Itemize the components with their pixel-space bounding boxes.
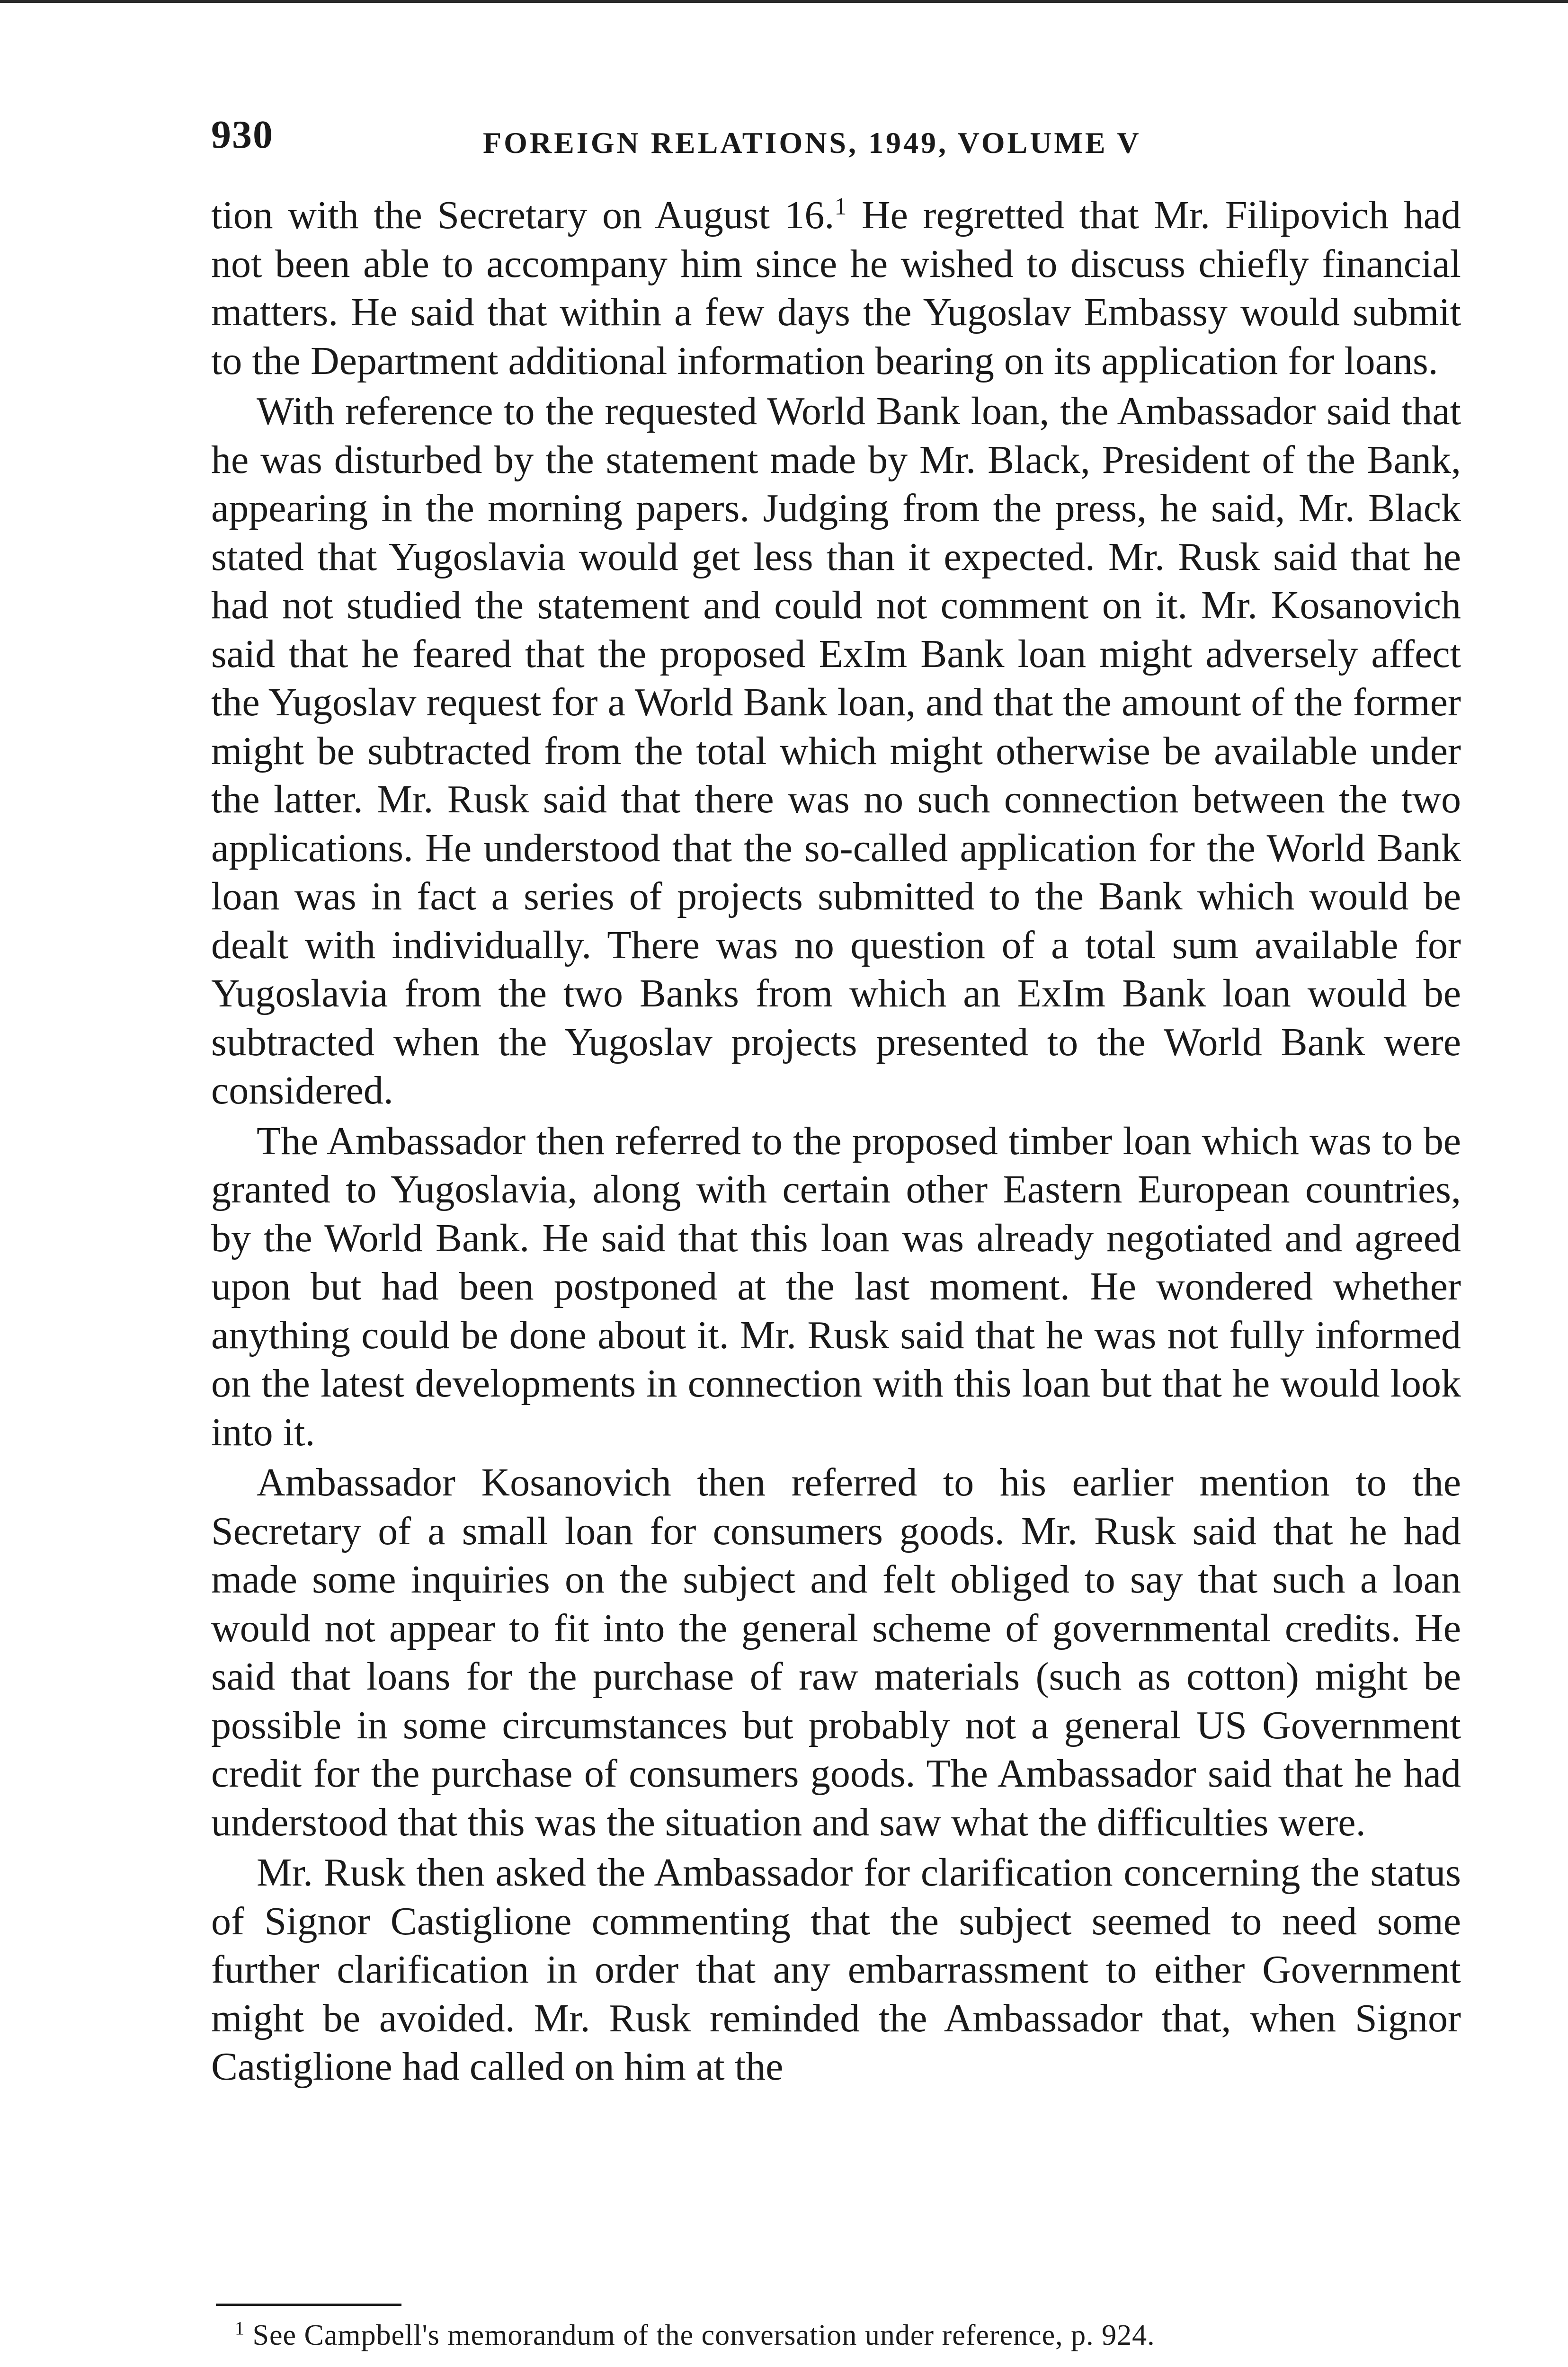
page-header xyxy=(211,109,1470,170)
paragraph-3: The Ambassador then referred to the proposed timber loan which was to be granted to Yugoslavia, along with certain other Eastern European countries, by the World Bank. He said that this loan was already negotiated and agreed upon but had been postponed at the last moment. He wondered whether anything could be done about it. Mr. Rusk said that he was not fully informed on the latest developments in connection with this loan but that he would look into it. xyxy=(211,1119,1461,1454)
footnote-text: See Campbell's memorandum of the conversation under reference, p. 924. xyxy=(252,2319,1155,2351)
footnote-mark: 1 xyxy=(235,2317,245,2339)
paragraph-5: Mr. Rusk then asked the Ambassador for clarification concerning the status of Signor Castiglione commenting that the subject seemed to need some further clarification in order that any embarrassment to either Government might be avoided. Mr. Rusk reminded the Ambassador that, when Signor Castiglione had called on him at the xyxy=(211,1851,1461,2089)
paragraph-1 xyxy=(211,191,1461,385)
running-head: FOREIGN RELATIONS, 1949, VOLUME V xyxy=(483,126,1141,160)
scan-top-edge xyxy=(0,0,1568,3)
footnote-divider xyxy=(216,2304,401,2306)
paragraph-1-rest: He regretted that Mr. Filipovich had not been able to accompany him since he wished to discuss chiefly financial matters. He said that within a few days the Yugoslav Embassy would submit to the Department additional information bearing on its application for loans. xyxy=(211,193,1461,383)
paragraph-4: Ambassador Kosanovich then referred to his earlier mention to the Secretary of a small loan for consumers goods. Mr. Rusk said that he had made some inquiries on the subject and felt obliged to say that such a loan would not appear to fit into the general scheme of governmental credits. He said that loans for the purchase of raw materials (such as cotton) might be possible in some circumstances but probably not a general US Government credit for the purchase of consumers goods. The Ambassador said that he had understood that this was the situation and saw what the difficulties were. xyxy=(211,1460,1461,1844)
paragraph-1-start: tion with the Secretary on August 16. xyxy=(211,193,835,237)
page-number: 930 xyxy=(211,113,274,157)
paragraph-2: With reference to the requested World Bank loan, the Ambassador said that he was disturbed by the statement made by Mr. Black, President of the Bank, appearing in the morning papers. Judging from the press, he said, Mr. Black stated that Yugoslavia would get less than it expected. Mr. Rusk said that he had not studied the statement and could not comment on it. Mr. Kosanovich said that he feared that the proposed ExIm Bank loan might adversely affect the Yugoslav request for a World Bank loan, and that the amount of the former might be subtracted from the total which might otherwise be available under the latter. Mr. Rusk said that there was no such connection between the two applications. He understood that the so-called application for the World Bank loan was in fact a series of projects submitted to the Bank which would be dealt with individually. There was no question of a total sum available for Yugoslavia from the two Banks from which an ExIm Bank loan would be subtracted when the Yugoslav projects presented to the World Bank were considered. xyxy=(211,389,1461,1112)
footnote xyxy=(235,2314,1466,2357)
body-text xyxy=(211,191,1461,2091)
footnote-reference: 1 xyxy=(834,193,847,220)
